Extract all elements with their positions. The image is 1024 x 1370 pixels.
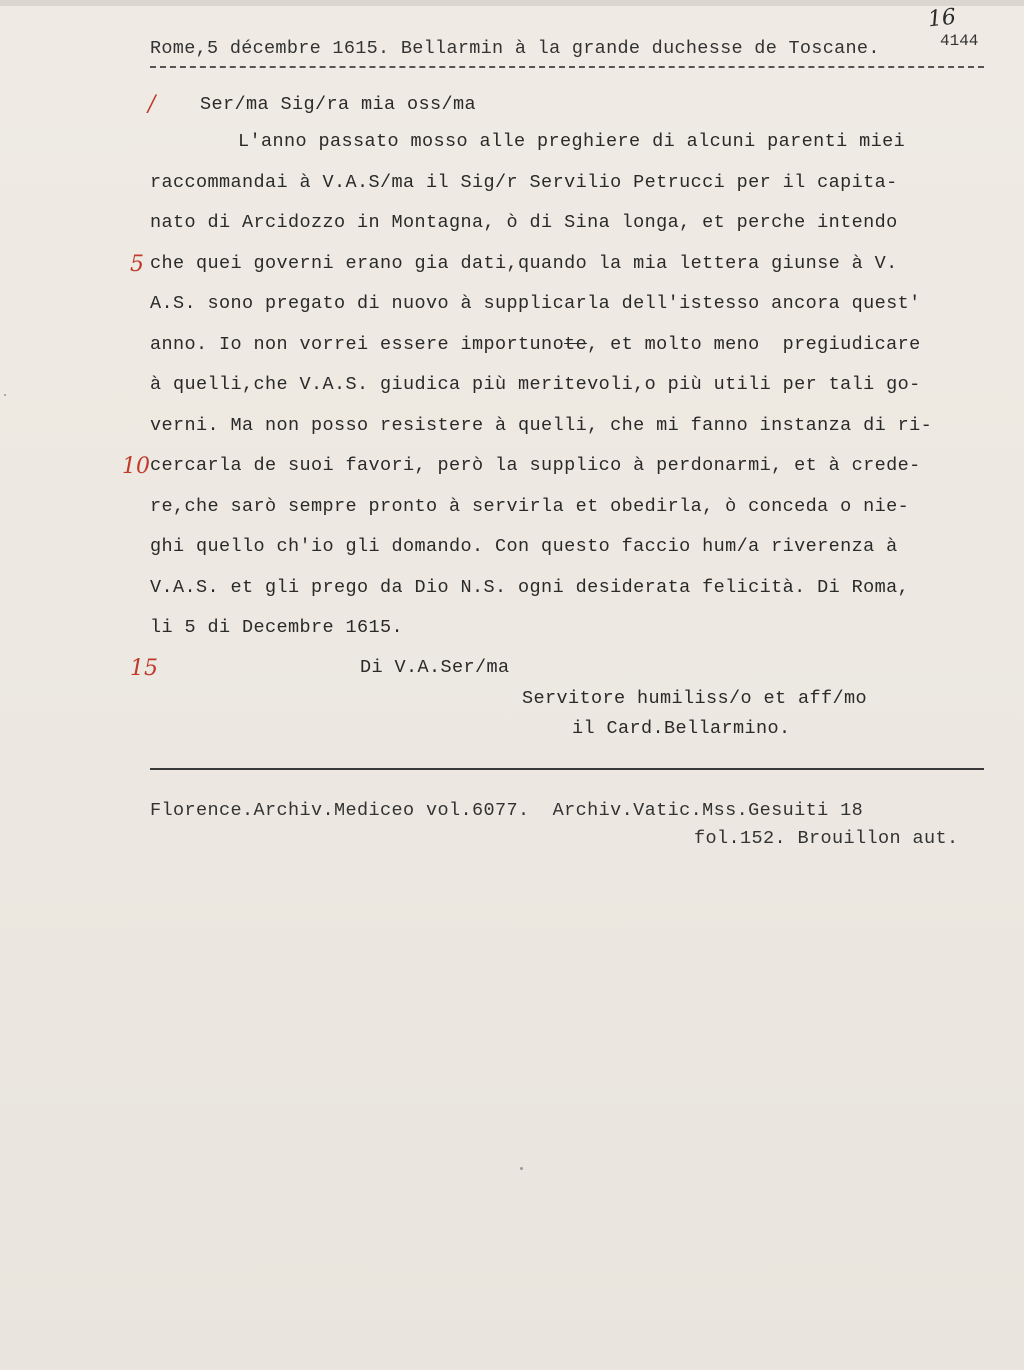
letter-line: verni. Ma non posso resistere à quelli, che mi fanno instanza di ri- <box>150 415 933 436</box>
letter-line: nato di Arcidozzo in Montagna, ò di Sina longa, et perche intendo <box>150 212 898 233</box>
letter-line: che quei governi erano gia dati,quando la mia lettera giunse à V. <box>150 253 898 274</box>
handwritten-folio-number: 16 <box>926 4 958 33</box>
margin-line-number: 15 <box>130 656 158 681</box>
letter-line: re,che sarò sempre pronto à servirla et obedirla, ò conceda o nie- <box>150 496 910 517</box>
letter-line: cercarla de suoi favori, però la supplico à perdonarmi, et à crede- <box>150 455 921 476</box>
footnote-rule <box>150 768 984 770</box>
margin-line-number: 10 <box>122 454 150 479</box>
struck-correction: te <box>564 334 588 355</box>
letter-line: A.S. sono pregato di nuovo à supplicarla dell'istesso ancora quest' <box>150 293 921 314</box>
letter-line-tail: , et molto meno pregiudicare <box>587 334 921 355</box>
scan-top-edge <box>0 0 1024 6</box>
letter-line: L'anno passato mosso alle preghiere di alcuni parenti miei <box>238 131 906 152</box>
paper-speck <box>4 394 6 396</box>
margin-line-number: 5 <box>130 252 144 277</box>
header-dashed-rule <box>150 66 984 68</box>
page-number: 4144 <box>940 32 979 50</box>
signature-line: Servitore humiliss/o et aff/mo <box>522 688 868 709</box>
signature-name: il Card.Bellarmino. <box>572 718 791 739</box>
letter-line: à quelli,che V.A.S. giudica più meritevoli,o più utili per tali go- <box>150 374 921 395</box>
footnote-line: Florence.Archiv.Mediceo vol.6077. Archiv.Vatic.Mss.Gesuiti 18 <box>150 800 864 821</box>
margin-line-number: / <box>148 92 156 117</box>
footnote-line: fol.152. Brouillon aut. <box>694 828 959 849</box>
letter-line <box>150 334 921 356</box>
paper-speck <box>520 1167 523 1170</box>
letter-line: li 5 di Decembre 1615. <box>150 617 404 638</box>
letter-line: raccommandai à V.A.S/ma il Sig/r Servilio Petrucci per il capita- <box>150 172 898 193</box>
letter-line: ghi quello ch'io gli domando. Con questo faccio hum/a riverenza à <box>150 536 898 557</box>
letter-line-start: anno. Io non vorrei essere importuno <box>150 334 565 355</box>
letter-salutation: Ser/ma Sig/ra mia oss/ma <box>200 94 477 115</box>
document-header: Rome,5 décembre 1615. Bellarmin à la grande duchesse de Toscane. <box>150 38 880 59</box>
letter-line: V.A.S. et gli prego da Dio N.S. ogni desiderata felicità. Di Roma, <box>150 577 910 598</box>
letter-closing: Di V.A.Ser/ma <box>360 657 510 678</box>
